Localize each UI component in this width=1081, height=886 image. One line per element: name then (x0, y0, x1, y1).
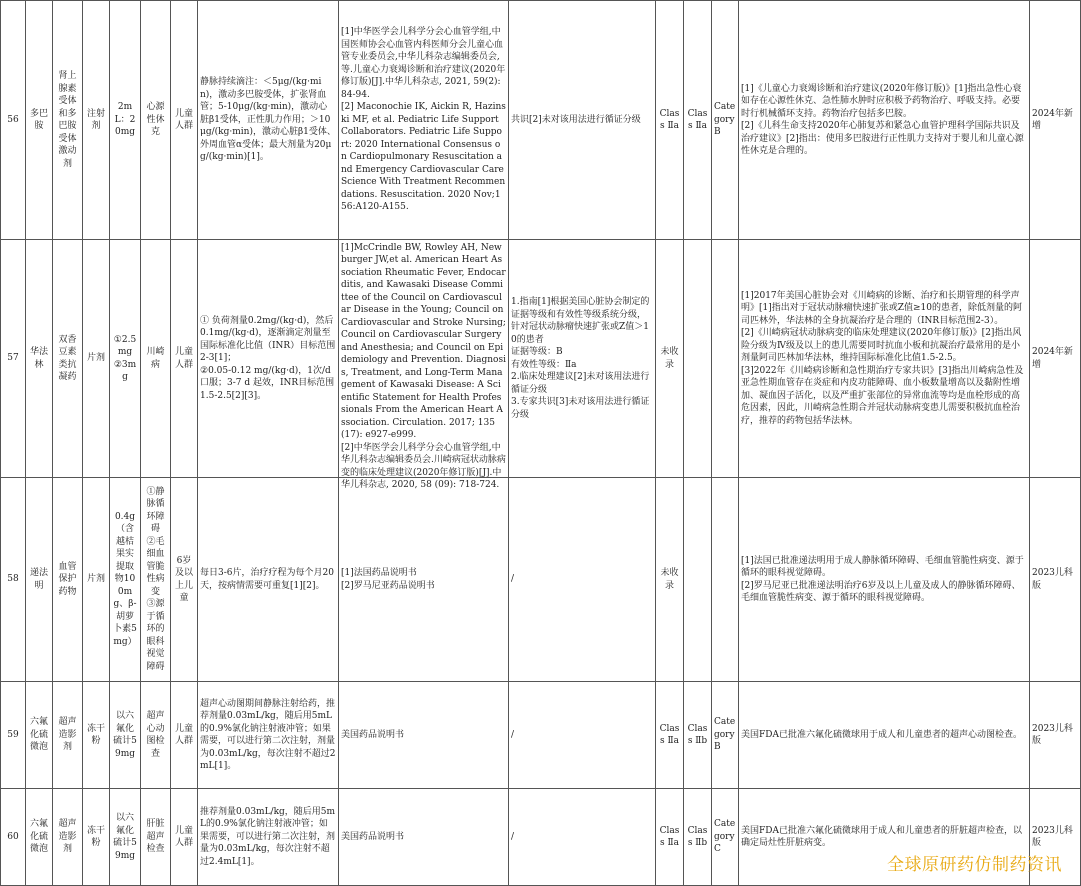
source-version-cell (1030, 682, 1081, 789)
micromedex-efficacy: Class Ⅱa (659, 723, 680, 746)
row-number-cell (1, 789, 26, 886)
notes: [1]2017年美国心脏协会对《川崎病的诊断、治疗和长期管理的科学声明》[1]指出对于冠状动脉瘤快速扩张或Z值≥10的患者，除低剂量的阿司匹林外，华法林的全身抗凝治疗是合理的（INR目标范围2-3）。 [2]《川崎病冠状动脉病变的临床处理建议(2020年修订版)》[2]指出风险分级为Ⅳ级及以上的患儿需要同时抗血小板和抗凝治疗最常用的是小剂量阿司匹林加华法林，维持国际标准化比值1.5-2.5。 [3]2022年《川崎病诊断和急性期治疗专家共识》[3]指出川崎病急性及亚急性期血管存在炎症和内皮功能障碍、血小板数量增高以及黏附性增加、凝血因子活化，以及严重扩张部位的异常血流等均是血栓形成的高危因素，因此，川崎病急性期合并冠状动脉病变患儿需要积极抗血栓治疗，推荐的药物包括华法林。 (741, 290, 1024, 426)
evidence-grade-cell (509, 478, 656, 682)
indication: ①静脉循环障碍 ②毛细血管脆性病变 ③源于循环的眼科视觉障碍 (146, 486, 165, 672)
thomson-strength: Class Ⅱb (687, 825, 708, 848)
drug-category: 血管保护药物 (58, 561, 77, 597)
drug-category-cell (53, 478, 83, 682)
drug-name-cell (26, 682, 53, 789)
table-row (1, 1, 1081, 240)
references-cell (339, 478, 509, 682)
references-cell (339, 789, 509, 886)
thomson-strength-cell (684, 478, 712, 682)
thomson-evidence-cell (712, 240, 739, 478)
drug-name: 递法明 (29, 568, 48, 591)
source-version: 2023儿科版 (1032, 568, 1073, 591)
population-cell (171, 789, 198, 886)
row-number-cell (1, 240, 26, 478)
drug-category-cell (53, 240, 83, 478)
row-number-cell (1, 682, 26, 789)
specification: 以六氟化硫计59mg (113, 813, 137, 861)
usage-dosage-cell (198, 1, 339, 240)
specification-cell (110, 240, 141, 478)
drug-category-cell (53, 1, 83, 240)
drug-name: 六氟化硫微泡 (29, 717, 48, 753)
source-version-cell (1030, 240, 1081, 478)
micromedex-efficacy-cell (656, 682, 684, 789)
micromedex-efficacy-cell (656, 478, 684, 682)
usage-dosage-cell (198, 789, 339, 886)
population: 儿童人群 (174, 723, 193, 746)
usage-dosage: ① 负荷剂量0.2mg/(kg·d)，然后0.1mg/(kg·d)，逐渐滴定剂量至国际标准化比值（INR）目标范围2-3[1]； ②0.05-0.12 mg/(kg·d)，1次/d 口服；3-7 d 起效，INR目标范围1.5-2.5[2][3]。 (200, 315, 336, 401)
specification-cell (110, 478, 141, 682)
drug-category: 肾上腺素受体和多巴胺受体激动剂 (58, 71, 77, 169)
references: 美国药品说明书 (341, 831, 405, 842)
population-cell (171, 478, 198, 682)
row-number: 60 (7, 831, 19, 842)
specification: 0.4g（含越桔果实提取物100mg、β-胡萝卜素5mg） (113, 511, 137, 647)
references-cell (339, 682, 509, 789)
indication: 超声心动图检查 (146, 711, 165, 759)
population: 6岁及以上儿童 (174, 555, 193, 603)
thomson-strength-cell (684, 240, 712, 478)
drug-name-cell (26, 789, 53, 886)
notes: 美国FDA已批准六氟化硫微球用于成人和儿童患者的超声心动图检查。 (741, 729, 1022, 740)
row-number: 56 (7, 114, 19, 125)
references: 美国药品说明书 (341, 729, 405, 740)
drug-category: 超声造影剂 (58, 717, 77, 753)
thomson-strength-cell (684, 789, 712, 886)
notes-cell (739, 682, 1030, 789)
references-cell (339, 1, 509, 240)
indication-cell (141, 478, 171, 682)
specification: 以六氟化硫计59mg (113, 711, 137, 759)
notes: [1]《儿童心力衰竭诊断和治疗建议(2020年修订版)》[1]指出急性心衰如存在心源性休克、急性肺水肿时应积极予药物治疗、呼吸支持。必要时行机械循环支持。药物治疗包括多巴胺。 [2]《儿科生命支持2020年心肺复苏和紧急心血管护理科学国际共识及治疗建议》[2]指出：使用多巴胺进行正性肌力支持对于婴儿和儿童心源性休克是合理的。 (741, 83, 1024, 156)
dosage-form-cell (83, 682, 110, 789)
drug-name-cell (26, 240, 53, 478)
source-version-cell (1030, 1, 1081, 240)
usage-dosage-cell (198, 682, 339, 789)
micromedex-efficacy-cell (656, 1, 684, 240)
drug-category-cell (53, 682, 83, 789)
drug-name: 多巴胺 (29, 108, 48, 131)
evidence-grade: / (511, 729, 515, 740)
table-row (1, 682, 1081, 789)
micromedex-efficacy-cell (656, 240, 684, 478)
micromedex-efficacy: Class Ⅱa (659, 825, 680, 848)
watermark: 全球原研药仿制药资讯 (887, 855, 1062, 875)
dosage-form-cell (83, 240, 110, 478)
specification-cell (110, 1, 141, 240)
indication-cell (141, 682, 171, 789)
population-cell (171, 240, 198, 478)
specification-cell (110, 682, 141, 789)
indication: 心源性休克 (146, 102, 165, 138)
drug-name-cell (26, 1, 53, 240)
source-version: 2024年新增 (1032, 347, 1073, 370)
dosage-form: 注射剂 (86, 108, 105, 131)
drug-category-cell (53, 789, 83, 886)
thomson-evidence: Category C (714, 819, 736, 855)
notes: [1]法国已批准递法明用于成人静脉循环障碍、毛细血管脆性病变、源于循环的眼科视觉障碍。 [2]罗马尼亚已批准递法明治疗6岁及以上儿童及成人的静脉循环障碍、毛细血管脆性病变、源于循环的眼科视觉障碍。 (741, 555, 1024, 603)
indication-cell (141, 240, 171, 478)
row-number-cell (1, 478, 26, 682)
specification: 2mL：20mg (114, 102, 136, 138)
notes-cell (739, 240, 1030, 478)
usage-dosage-cell (198, 478, 339, 682)
population: 儿童人群 (174, 108, 193, 131)
specification-cell (110, 789, 141, 886)
dosage-form-cell (83, 1, 110, 240)
table-row (1, 478, 1081, 682)
source-version: 2023儿科版 (1032, 825, 1073, 848)
row-number-cell (1, 1, 26, 240)
row-number: 58 (7, 574, 19, 585)
notes-cell (739, 478, 1030, 682)
usage-dosage-cell (198, 240, 339, 478)
notes: 美国FDA已批准六氟化硫微球用于成人和儿童患者的肝脏超声检查，以确定局灶性肝脏病变。 (741, 825, 1022, 848)
population-cell (171, 682, 198, 789)
usage-dosage: 推荐剂量0.03mL/kg，随后用5mL的0.9%氯化钠注射液冲管；如果需要，可以进行第二次注射，剂量为0.03mL/kg，每次注射不超过2.4mL[1]。 (200, 806, 336, 867)
indication-cell (141, 789, 171, 886)
row-number: 59 (7, 729, 19, 740)
thomson-evidence-cell (712, 478, 739, 682)
micromedex-efficacy-cell (656, 789, 684, 886)
references: [1]法国药品说明书 [2]罗马尼亚药品说明书 (341, 568, 435, 591)
drug-name: 六氟化硫微泡 (29, 819, 48, 855)
thomson-strength: Class Ⅱb (687, 723, 708, 746)
drug-name-cell (26, 478, 53, 682)
drug-name: 华法林 (29, 347, 48, 370)
references-cell (339, 240, 509, 490)
evidence-grade-cell (509, 682, 656, 789)
usage-dosage: 每日3-6片，治疗疗程为每个月20天，按病情需要可重复[1][2]。 (200, 568, 334, 591)
drug-category: 超声造影剂 (58, 819, 77, 855)
table-row (1, 240, 1081, 478)
thomson-strength-cell (684, 1, 712, 240)
thomson-evidence: Category B (714, 717, 736, 753)
population: 儿童人群 (174, 347, 193, 370)
thomson-strength: Class Ⅱa (687, 108, 708, 131)
indication: 川崎病 (146, 347, 165, 370)
dosage-form: 片剂 (86, 574, 105, 585)
source-version: 2023儿科版 (1032, 723, 1073, 746)
drug-category: 双香豆素类抗凝药 (58, 334, 77, 382)
evidence-grade-cell (509, 240, 656, 478)
thomson-evidence: Category B (714, 102, 736, 138)
evidence-grade: 1.指南[1]根据美国心脏协会制定的证据等级和有效性等级系统分级，针对冠状动脉瘤快速扩张或Z值＞10的患者 证据等级：B 有效性等级：Ⅱa 2.临床处理建议[2]未对该用法进行循证分级 3.专家共识[3]未对该用法进行循证分级 (511, 297, 650, 420)
source-version-cell (1030, 478, 1081, 682)
references: [1]中华医学会儿科学分会心血管学组,中国医师协会心血管内科医师分会儿童心血管专业委员会,中华儿科杂志编辑委员会,等.儿童心力衰竭诊断和治疗建议(2020年修订版)[J].中华儿科杂志, 2021, 59(2):84-94. [2] Maconochie IK, Aickin R, Hazinski MF, et al. Pediatric Life Support Collaborators. Pediatric Life Support: 2020 International Consensus on Cardiopulmonary Resuscitation and Emergency Cardiovascular Care Science With Treatment Recommendations. Resuscitation. 2020 Nov;156:A120-A155. (341, 27, 506, 213)
evidence-grade: 共识[2]未对该用法进行循证分级 (511, 114, 641, 125)
thomson-evidence-cell (712, 1, 739, 240)
evidence-grade-cell (509, 1, 656, 240)
dosage-form: 冻干粉 (86, 723, 105, 746)
usage-dosage: 超声心动图期间静脉注射给药，推荐剂量0.03mL/kg，随后用5mL的0.9%氯化钠注射液冲管；如果需要，可以进行第二次注射，剂量为0.03mL/kg，每次注射不超过2mL[1]。 (200, 698, 336, 771)
dosage-form-cell (83, 478, 110, 682)
population-cell (171, 1, 198, 240)
evidence-grade: / (511, 831, 515, 842)
evidence-grade-cell (509, 789, 656, 886)
thomson-evidence-cell (712, 789, 739, 886)
dosage-form-cell (83, 789, 110, 886)
references: [1]McCrindle BW, Rowley AH, Newburger JW,et al. American Heart Association Rheumatic Fever, Endocarditis, and Kawasaki Disease Committee of the Council on Cardiovascular Disease in the Young; Council on Cardiovascular and Stroke Nursing; Council on Cardiovascular Surgery and Anesthesia; and Council on Epidemiology and Prevention. Diagnosis, Treatment, and Long-Term Management of Kawasaki Disease: A Scientific Statement for Health Professionals From the American Heart Association. Circulation. 2017; 135 (17): e927-e999. [2]中华医学会儿科学分会心血管学组,中华儿科杂志编辑委员会.川崎病冠状动脉病变的临床处理建议(2020年修订版)[J].中华儿科杂志, 2020, 58 (09): 718-724. (341, 242, 506, 490)
thomson-evidence-cell (712, 682, 739, 789)
population: 儿童人群 (174, 825, 193, 848)
dosage-form: 冻干粉 (86, 825, 105, 848)
indication: 肝脏超声检查 (146, 819, 165, 855)
dosage-form: 片剂 (86, 353, 105, 364)
row-number: 57 (7, 353, 19, 364)
usage-dosage: 静脉持续滴注：＜5μg/(kg·min)，激动多巴胺受体，扩张肾血管；5-10μg/(kg·min)，激动心脏β1受体，正性肌力作用；＞10μg/(kg·min)，激动心脏β1受体、外周血管α受体；最大剂量为20μg/(kg·min)[1]。 (200, 77, 336, 163)
thomson-strength-cell (684, 682, 712, 789)
evidence-grade: / (511, 574, 515, 585)
specification: ①2.5mg ②3mg (113, 334, 137, 382)
indication-cell (141, 1, 171, 240)
micromedex-efficacy: Class Ⅱa (659, 108, 680, 131)
source-version: 2024年新增 (1032, 108, 1073, 131)
notes-cell (739, 1, 1030, 240)
micromedex-efficacy: 未收录 (660, 347, 679, 370)
micromedex-efficacy: 未收录 (660, 568, 679, 591)
